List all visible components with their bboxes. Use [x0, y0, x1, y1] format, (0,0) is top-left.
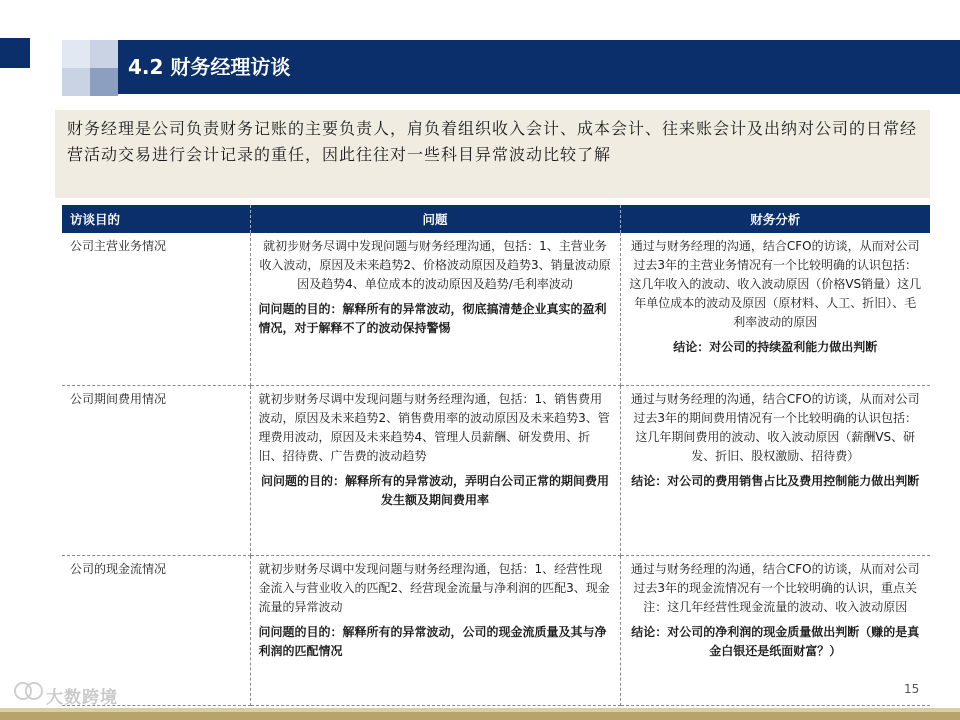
- column-header-purpose: 访谈目的: [62, 205, 250, 233]
- intro-box: 财务经理是公司负责财务记账的主要负责人，肩负着组织收入会计、成本会计、往来账会计及出纳对公司的日常经营活动交易进行会计记录的重任，因此往往对一些科目异常波动比较了解: [55, 110, 930, 198]
- analysis-conclusion: 结论：对公司的费用销售占比及费用控制能力做出判断: [631, 473, 920, 488]
- column-header-analysis: 财务分析: [620, 205, 930, 233]
- table-row: [62, 233, 930, 385]
- analysis-text: 通过与财务经理的沟通，结合CFO的访谈，从而对公司过去3年的主营业务情况有一个比较明确的认识包括：这几年收入的波动、收入波动原因（价格VS销量）这几年单位成本的波动及原因（原材料、人工、折旧）、毛利率波动的原因: [629, 239, 922, 329]
- footer-band: [0, 712, 960, 720]
- question-text: 就初步财务尽调中发现问题与财务经理沟通，包括：1、主营业务收入波动，原因及未来趋势2、价格波动原因及趋势3、销量波动原因及趋势4、单位成本的波动原因及趋势/毛利率波动: [259, 239, 611, 291]
- watermark-logo-icon: [12, 680, 44, 702]
- analysis-text: 通过与财务经理的沟通，结合CFO的访谈，从而对公司过去3年的期间费用情况有一个比较明确的认识包括：这几年期间费用的波动、收入波动原因（薪酬VS、研发、折旧、股权激励、招待费）: [630, 391, 920, 463]
- question-goal: 问问题的目的：解释所有的异常波动，公司的现金流质量及其与净利润的匹配情况: [258, 624, 607, 658]
- question-text: 就初步财务尽调中发现问题与财务经理沟通，包括：1、销售费用波动，原因及未来趋势2、销售费用率的波动原因及未来趋势3、管理费用波动，原因及未来趋势4、管理人员薪酬、研发费用、折旧、招待费、广告费的波动趋势: [258, 391, 610, 463]
- question-cell: [250, 385, 620, 555]
- header-accent-block: [0, 38, 30, 68]
- watermark-text: 大数跨境: [46, 688, 118, 708]
- table-row: [62, 385, 930, 555]
- table-header-row: [62, 205, 930, 233]
- table-row: [62, 555, 930, 705]
- analysis-conclusion: 结论：对公司的净利润的现金质量做出判断（赚的是真金白银还是纸面财富？）: [631, 624, 920, 658]
- purpose-cell: 公司主营业务情况: [62, 233, 250, 385]
- analysis-cell: [620, 555, 930, 705]
- column-header-question: 问题: [250, 205, 620, 233]
- question-goal: 问问题的目的：解释所有的异常波动，彻底搞清楚企业真实的盈利情况，对于解释不了的波动保持警惕: [258, 302, 607, 335]
- question-cell: [250, 233, 620, 385]
- analysis-conclusion: 结论：对公司的持续盈利能力做出判断: [673, 340, 878, 354]
- purpose-cell: 公司的现金流情况: [62, 555, 250, 705]
- question-cell: [250, 555, 620, 705]
- interview-table: [62, 205, 930, 706]
- header-decoration: [62, 40, 118, 96]
- purpose-cell: 公司期间费用情况: [62, 385, 250, 555]
- question-text: 就初步财务尽调中发现问题与财务经理沟通，包括：1、经营性现金流入与营业收入的匹配2、经营现金流量与净利润的匹配3、现金流量的异常波动: [258, 561, 610, 614]
- question-goal: 问问题的目的：解释所有的异常波动，弄明白公司正常的期间费用发生额及期间费用率: [260, 473, 609, 507]
- page-number: 15: [904, 682, 920, 696]
- analysis-cell: [620, 385, 930, 555]
- analysis-text: 通过与财务经理的沟通，结合CFO的访谈，从而对公司过去3年的现金流情况有一个比较明确的认识，重点关注：这几年经营性现金流量的波动、收入波动原因: [630, 561, 920, 614]
- page-title: 4.2 财务经理访谈: [128, 55, 291, 79]
- analysis-cell: [620, 233, 930, 385]
